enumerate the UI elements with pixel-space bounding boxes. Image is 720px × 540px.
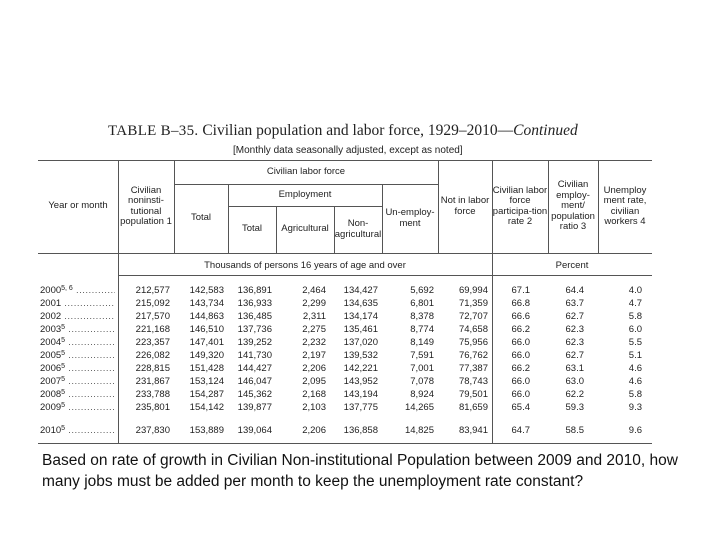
cell-participation-rate: 66.0 bbox=[511, 376, 530, 387]
cell-employment-ratio: 63.0 bbox=[565, 376, 584, 387]
cell-participation-rate: 65.4 bbox=[511, 402, 530, 413]
table-main-title: Civilian population and labor force, 1929–2010— bbox=[202, 122, 514, 139]
table-row bbox=[38, 376, 652, 387]
footnote-ref: 5 bbox=[61, 350, 66, 357]
cell-labor-force-total: 153,124 bbox=[189, 376, 224, 387]
cell-not-in-labor-force: 75,956 bbox=[458, 337, 488, 348]
cell-year: 2003$^5$ ..... bbox=[40, 324, 115, 335]
cell-not-in-labor-force: 78,743 bbox=[458, 376, 488, 387]
table-row bbox=[38, 337, 652, 348]
cell-unemployment-rate: 4.6 bbox=[628, 363, 642, 374]
cell-nonagricultural: 135,461 bbox=[343, 324, 378, 335]
cell-not-in-labor-force: 69,994 bbox=[458, 285, 488, 296]
units-thousands: Thousands of persons 16 years of age and over bbox=[204, 260, 406, 271]
table-row bbox=[38, 298, 652, 309]
table-row bbox=[38, 350, 652, 361]
cell-unemployment-rate: 5.5 bbox=[628, 337, 642, 348]
cell-participation-rate: 64.7 bbox=[511, 425, 530, 436]
cell-labor-force-total: 154,287 bbox=[189, 389, 224, 400]
cell-employment-ratio: 59.3 bbox=[565, 402, 584, 413]
cell-labor-force-total: 142,583 bbox=[189, 285, 224, 296]
rule-bottom bbox=[38, 443, 652, 444]
header-total: Total bbox=[190, 212, 212, 224]
footnote-ref: 5 bbox=[61, 425, 66, 432]
cell-year: 2004$^5$ ..... bbox=[40, 337, 115, 348]
table-row bbox=[38, 285, 652, 296]
cell-population: 215,092 bbox=[135, 298, 170, 309]
cell-agricultural: 2,197 bbox=[302, 350, 326, 361]
cell-employment-ratio: 62.2 bbox=[565, 389, 584, 400]
cell-nonagricultural: 137,775 bbox=[343, 402, 378, 413]
header-year: Year or month bbox=[48, 200, 108, 212]
cell-unemployment-rate: 9.6 bbox=[628, 425, 642, 436]
cell-year: 2009$^5$ ..... bbox=[40, 402, 115, 413]
cell-not-in-labor-force: 79,501 bbox=[458, 389, 488, 400]
table-row bbox=[38, 324, 652, 335]
cell-employment-total: 136,485 bbox=[237, 311, 272, 322]
cell-unemployment: 5,692 bbox=[410, 285, 434, 296]
cell-employment-ratio: 62.7 bbox=[565, 350, 584, 361]
cell-labor-force-total: 147,401 bbox=[189, 337, 224, 348]
cell-unemployment: 8,149 bbox=[410, 337, 434, 348]
cell-population: 233,788 bbox=[135, 389, 170, 400]
cell-population: 221,168 bbox=[135, 324, 170, 335]
data-table bbox=[38, 160, 652, 445]
cell-participation-rate: 66.2 bbox=[511, 324, 530, 335]
cell-year: 2006$^5$ ..... bbox=[40, 363, 115, 374]
cell-population: 231,867 bbox=[135, 376, 170, 387]
header-emp-total: Total bbox=[241, 223, 263, 235]
cell-nonagricultural: 139,532 bbox=[343, 350, 378, 361]
cell-labor-force-total: 151,428 bbox=[189, 363, 224, 374]
table-row bbox=[38, 402, 652, 413]
cell-unemployment-rate: 9.3 bbox=[628, 402, 642, 413]
table-row bbox=[38, 311, 652, 322]
header-unemployment: Un-employ-ment bbox=[385, 207, 435, 229]
cell-agricultural: 2,232 bbox=[302, 337, 326, 348]
table-row bbox=[38, 425, 652, 436]
cell-year: 2000$^{5, 6}$ ..... bbox=[40, 285, 115, 296]
cell-unemployment-rate: 4.0 bbox=[628, 285, 642, 296]
header-not-in-labor-force: Not in labor force bbox=[440, 195, 490, 217]
cell-population: 237,830 bbox=[135, 425, 170, 436]
cell-year: 2005$^5$ ..... bbox=[40, 350, 115, 361]
cell-employment-total: 136,891 bbox=[237, 285, 272, 296]
cell-year: 2008$^5$ ..... bbox=[40, 389, 115, 400]
cell-participation-rate: 66.0 bbox=[511, 350, 530, 361]
footnote-ref: 5 bbox=[61, 402, 66, 409]
cell-population: 228,815 bbox=[135, 363, 170, 374]
cell-not-in-labor-force: 72,707 bbox=[458, 311, 488, 322]
header-population: Civilian noninsti-tutional population 1 bbox=[120, 184, 172, 227]
cell-unemployment-rate: 6.0 bbox=[628, 324, 642, 335]
cell-participation-rate: 66.0 bbox=[511, 389, 530, 400]
cell-employment-ratio: 63.7 bbox=[565, 298, 584, 309]
rule-header-bottom bbox=[38, 253, 652, 254]
header-employment-ratio: Civilian employ-ment/ population ratio 3 bbox=[551, 179, 595, 233]
cell-unemployment-rate: 5.1 bbox=[628, 350, 642, 361]
cell-employment-ratio: 62.3 bbox=[565, 324, 584, 335]
table-continued: Continued bbox=[513, 122, 578, 139]
cell-nonagricultural: 136,858 bbox=[343, 425, 378, 436]
table-row bbox=[38, 363, 652, 374]
cell-employment-total: 141,730 bbox=[237, 350, 272, 361]
rule-units bbox=[118, 275, 652, 276]
cell-employment-total: 139,064 bbox=[237, 425, 272, 436]
cell-year: 2001 ..... bbox=[40, 298, 115, 309]
cell-employment-total: 139,252 bbox=[237, 337, 272, 348]
cell-population: 235,801 bbox=[135, 402, 170, 413]
cell-participation-rate: 67.1 bbox=[511, 285, 530, 296]
cell-unemployment: 7,078 bbox=[410, 376, 434, 387]
cell-unemployment: 14,265 bbox=[404, 402, 434, 413]
header-agricultural: Agricultural bbox=[281, 223, 329, 235]
cell-employment-ratio: 62.7 bbox=[565, 311, 584, 322]
cell-agricultural: 2,103 bbox=[302, 402, 326, 413]
cell-population: 226,082 bbox=[135, 350, 170, 361]
cell-nonagricultural: 143,194 bbox=[343, 389, 378, 400]
footnote-ref: 5 bbox=[61, 337, 66, 344]
cell-agricultural: 2,206 bbox=[302, 425, 326, 436]
cell-labor-force-total: 149,320 bbox=[189, 350, 224, 361]
header-labor-force: Civilian labor force bbox=[266, 165, 346, 177]
cell-not-in-labor-force: 76,762 bbox=[458, 350, 488, 361]
cell-population: 223,357 bbox=[135, 337, 170, 348]
cell-unemployment: 7,591 bbox=[410, 350, 434, 361]
header-nonagricultural: Non-agricultural bbox=[334, 218, 382, 240]
cell-population: 212,577 bbox=[135, 285, 170, 296]
cell-employment-total: 139,877 bbox=[237, 402, 272, 413]
cell-labor-force-total: 153,889 bbox=[189, 425, 224, 436]
cell-agricultural: 2,275 bbox=[302, 324, 326, 335]
cell-employment-total: 145,362 bbox=[237, 389, 272, 400]
cell-population: 217,570 bbox=[135, 311, 170, 322]
cell-unemployment: 8,924 bbox=[410, 389, 434, 400]
cell-participation-rate: 66.6 bbox=[511, 311, 530, 322]
footnote-ref: 5 bbox=[61, 324, 66, 331]
cell-year: 2007$^5$ ..... bbox=[40, 376, 115, 387]
cell-labor-force-total: 144,863 bbox=[189, 311, 224, 322]
cell-agricultural: 2,311 bbox=[302, 311, 326, 322]
cell-employment-ratio: 58.5 bbox=[565, 425, 584, 436]
cell-not-in-labor-force: 77,387 bbox=[458, 363, 488, 374]
footnote-ref: 5 bbox=[61, 376, 66, 383]
cell-nonagricultural: 134,427 bbox=[343, 285, 378, 296]
footnote-ref: 5 bbox=[61, 389, 66, 396]
cell-agricultural: 2,299 bbox=[302, 298, 326, 309]
cell-unemployment: 8,774 bbox=[410, 324, 434, 335]
cell-unemployment-rate: 4.7 bbox=[628, 298, 642, 309]
cell-labor-force-total: 154,142 bbox=[189, 402, 224, 413]
cell-employment-total: 146,047 bbox=[237, 376, 272, 387]
cell-agricultural: 2,168 bbox=[302, 389, 326, 400]
header-employment: Employment bbox=[278, 188, 332, 200]
footnote-ref: 5, 6 bbox=[61, 285, 73, 292]
cell-unemployment: 6,801 bbox=[410, 298, 434, 309]
cell-labor-force-total: 146,510 bbox=[189, 324, 224, 335]
cell-employment-total: 136,933 bbox=[237, 298, 272, 309]
question-text: Based on rate of growth in Civilian Non-institutional Population between 2009 and 2010, how many jobs must be added per month to keep the unemployment rate constant? bbox=[42, 452, 678, 490]
cell-nonagricultural: 143,952 bbox=[343, 376, 378, 387]
cell-year: 2010$^5$ ..... bbox=[40, 425, 115, 436]
cell-participation-rate: 66.2 bbox=[511, 363, 530, 374]
cell-nonagricultural: 134,635 bbox=[343, 298, 378, 309]
table-subtitle: [Monthly data seasonally adjusted, except as noted] bbox=[233, 145, 463, 156]
cell-not-in-labor-force: 83,941 bbox=[458, 425, 488, 436]
cell-agricultural: 2,464 bbox=[302, 285, 326, 296]
cell-not-in-labor-force: 71,359 bbox=[458, 298, 488, 309]
cell-agricultural: 2,095 bbox=[302, 376, 326, 387]
cell-labor-force-total: 143,734 bbox=[189, 298, 224, 309]
cell-employment-total: 144,427 bbox=[237, 363, 272, 374]
cell-unemployment: 14,825 bbox=[404, 425, 434, 436]
cell-nonagricultural: 134,174 bbox=[343, 311, 378, 322]
cell-unemployment-rate: 5.8 bbox=[628, 389, 642, 400]
cell-unemployment-rate: 4.6 bbox=[628, 376, 642, 387]
cell-employment-total: 137,736 bbox=[237, 324, 272, 335]
table-row bbox=[38, 389, 652, 400]
units-percent: Percent bbox=[555, 260, 589, 271]
cell-employment-ratio: 63.1 bbox=[565, 363, 584, 374]
cell-unemployment: 8,378 bbox=[410, 311, 434, 322]
cell-employment-ratio: 62.3 bbox=[565, 337, 584, 348]
cell-year: 2002 ..... bbox=[40, 311, 115, 322]
table-label: TABLE B–35. bbox=[108, 123, 199, 139]
cell-not-in-labor-force: 74,658 bbox=[458, 324, 488, 335]
cell-unemployment-rate: 5.8 bbox=[628, 311, 642, 322]
cell-unemployment: 7,001 bbox=[410, 363, 434, 374]
cell-participation-rate: 66.8 bbox=[511, 298, 530, 309]
header-unemployment-rate: Unemploy ment rate, civilian workers 4 bbox=[603, 184, 647, 227]
cell-employment-ratio: 64.4 bbox=[565, 285, 584, 296]
footnote-ref: 5 bbox=[61, 363, 66, 370]
cell-agricultural: 2,206 bbox=[302, 363, 326, 374]
cell-not-in-labor-force: 81,659 bbox=[458, 402, 488, 413]
header-participation-rate: Civilian labor force participa-tion rate 2 bbox=[492, 184, 548, 227]
cell-participation-rate: 66.0 bbox=[511, 337, 530, 348]
cell-nonagricultural: 142,221 bbox=[343, 363, 378, 374]
table-title bbox=[108, 122, 668, 140]
cell-nonagricultural: 137,020 bbox=[343, 337, 378, 348]
